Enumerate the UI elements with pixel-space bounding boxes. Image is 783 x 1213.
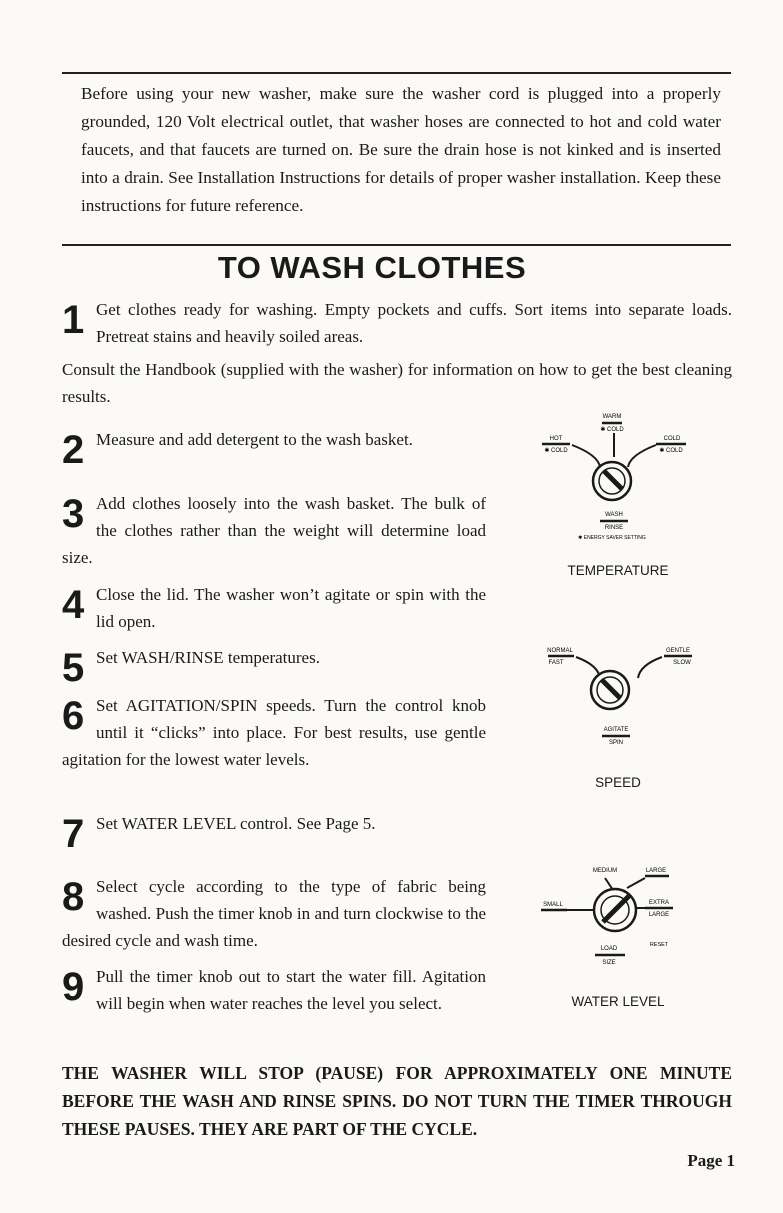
step-number: 3 (62, 492, 85, 536)
label-warm: WARM (602, 414, 622, 420)
label-small: SMALL (543, 902, 563, 908)
step-7 (62, 810, 486, 854)
step-number: 1 (62, 298, 85, 342)
step-8 (62, 873, 486, 954)
step-3 (62, 490, 486, 571)
step-text: Set AGITATION/SPIN speeds. Turn the control knob until it “clicks” into place. For best results, use gentle agitation for the lowest water levels. (62, 696, 486, 769)
label-spin: SPIN (608, 740, 624, 746)
step-9 (62, 963, 486, 1017)
water-level-label: WATER LEVEL (571, 994, 665, 1009)
page-number: Page 1 (687, 1151, 735, 1170)
label-hot-cold: ✱ COLD (544, 448, 568, 454)
step-text: Measure and add detergent to the wash basket. (96, 430, 413, 449)
step-text: Set WATER LEVEL control. See Page 5. (96, 814, 376, 833)
step-number: 5 (62, 646, 85, 690)
label-reset: RESET (649, 942, 669, 948)
label-cold-cold: ✱ COLD (659, 448, 683, 454)
step-number: 6 (62, 694, 85, 738)
step-6 (62, 692, 486, 773)
label-warm-cold: ✱ COLD (600, 427, 624, 433)
pause-warning: THE WASHER WILL STOP (PAUSE) FOR APPROXIMATELY ONE MINUTE BEFORE THE WASH AND RINSE SPINS. DO NOT TURN THE TIMER THROUGH THESE PAUSES. THEY ARE PART OF THE CYCLE. (62, 1063, 732, 1139)
step-text: Get clothes ready for washing. Empty pockets and cuffs. Sort items into separate loads. Pretreat stains and heavily soiled areas. (96, 300, 732, 346)
label-energy-saver: ✱ ENERGY SAVER SETTING (578, 535, 646, 541)
label-gentle: GENTLE (665, 648, 691, 654)
label-hot: HOT (549, 436, 563, 442)
step-4 (62, 581, 486, 635)
label-load: LOAD (600, 946, 618, 952)
step-text: Add clothes loosely into the wash basket. The bulk of the clothes rather than the weight will determine load size. (62, 494, 486, 567)
label-large: LARGE (645, 868, 667, 874)
label-slow: SLOW (673, 660, 691, 666)
step-number: 9 (62, 965, 85, 1009)
page-title: TO WASH CLOTHES (217, 250, 527, 285)
label-rinse: RINSE (604, 525, 624, 531)
step-text: Close the lid. The washer won’t agitate or spin with the lid open. (96, 585, 486, 631)
intro-paragraph: Before using your new washer, make sure the washer cord is plugged into a properly grounded, 120 Volt electrical outlet, that washer hoses are connected to hot and cold water faucets, and that faucets are turned on. Be sure the drain hose is not kinked and is inserted into a drain. See Installation Instructions for details of proper washer installation. Keep these instructions for future reference. (81, 84, 721, 215)
speed-dial-diagram (540, 640, 700, 755)
step-number: 8 (62, 875, 85, 919)
label-cold: COLD (663, 436, 681, 442)
water-level-dial-diagram (535, 860, 695, 980)
step-text: Select cycle according to the type of fabric being washed. Push the timer knob in and turn clockwise to the desired cycle and wash time. (62, 877, 486, 950)
step-1 (62, 296, 732, 350)
label-size: SIZE (602, 960, 616, 966)
step-number: 7 (62, 812, 85, 856)
top-rule (62, 72, 731, 74)
consult-paragraph: Consult the Handbook (supplied with the washer) for information on how to get the best cleaning results. (62, 360, 732, 406)
label-extra: EXTRA (648, 900, 670, 906)
label-fast: FAST (548, 660, 564, 666)
label-agitate: AGITATE (603, 727, 629, 733)
step-text: Pull the timer knob out to start the water fill. Agitation will begin when water reaches the level you select. (96, 967, 486, 1013)
label-wash: WASH (605, 512, 623, 518)
label-extra-large: LARGE (648, 912, 670, 918)
temperature-dial-diagram (528, 405, 708, 555)
label-medium: MEDIUM (592, 868, 618, 874)
step-number: 4 (62, 583, 85, 627)
label-normal: NORMAL (547, 648, 573, 654)
step-number: 2 (62, 428, 85, 472)
temperature-label: TEMPERATURE (567, 563, 669, 578)
step-2 (62, 426, 486, 470)
step-5 (62, 644, 486, 688)
step-text: Set WASH/RINSE temperatures. (96, 648, 320, 667)
speed-label: SPEED (595, 775, 641, 790)
intro-bottom-rule (62, 244, 731, 246)
